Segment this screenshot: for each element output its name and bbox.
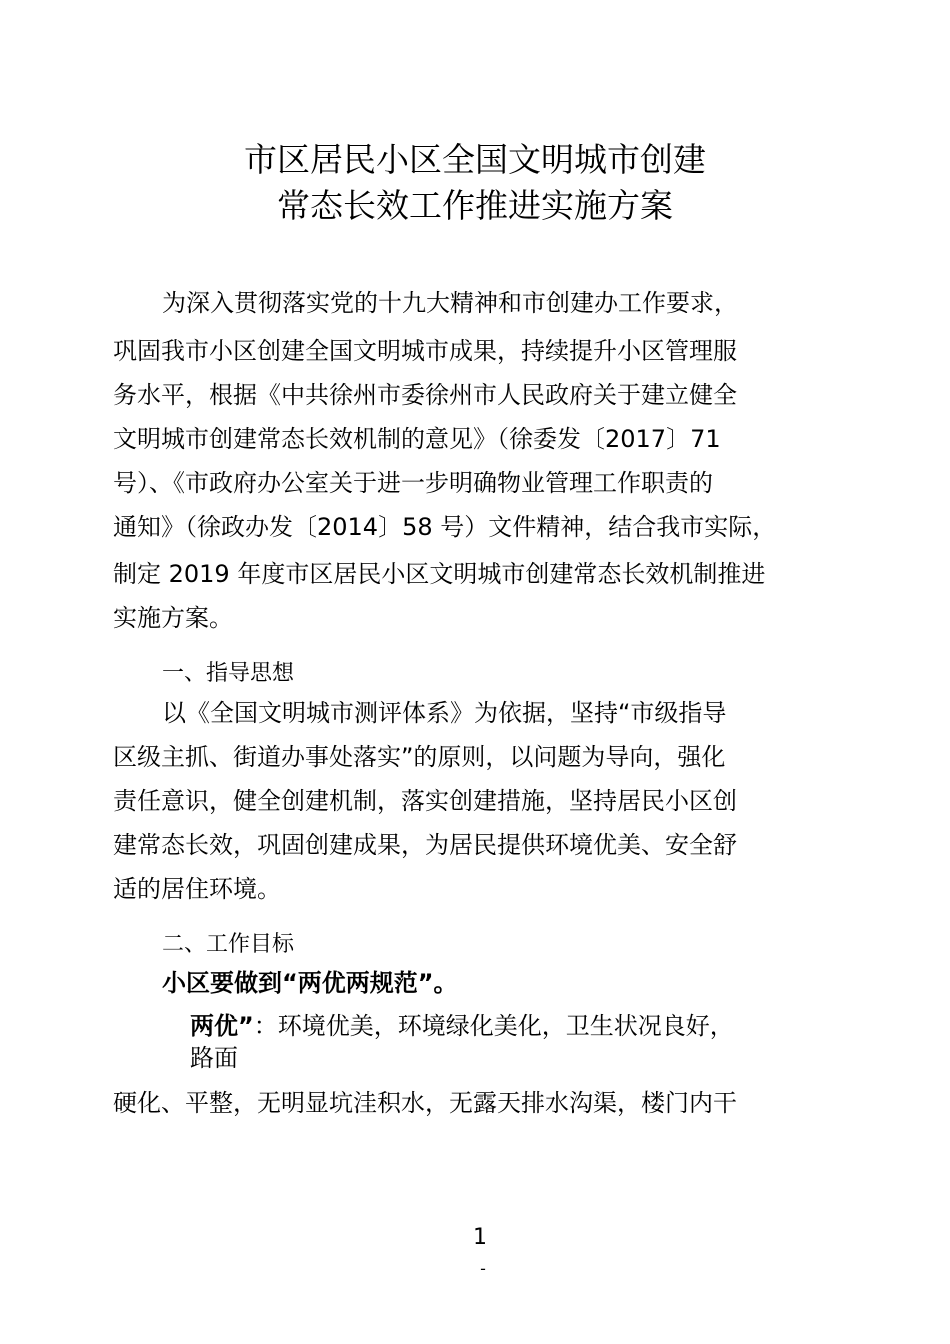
two-good-item: [190, 1010, 734, 1042]
page-number-dash: -: [480, 1259, 486, 1278]
document-title-line-2: 常态长效工作推进实施方案: [277, 186, 673, 225]
section-line: 以《全国文明城市测评体系》为依据，坚持“市级指导: [162, 699, 727, 727]
intro-line: 务水平，根据《中共徐州市委徐州市人民政府关于建立健全: [113, 381, 737, 409]
two-good-wrap: 路面: [190, 1044, 238, 1072]
intro-line: 文明城市创建常态长效机制的意见》（徐委发〔2017〕71: [113, 425, 721, 453]
section-heading: 一、指导思想: [162, 661, 295, 686]
continuation-line: 硬化、平整，无明显坑洼积水，无露天排水沟渠，楼门内干: [113, 1089, 737, 1117]
intro-line: 巩固我市小区创建全国文明城市成果，持续提升小区管理服: [113, 337, 737, 365]
two-good-text: ：环境优美，环境绿化美化，卫生状况良好，: [253, 1012, 734, 1040]
intro-line: 实施方案。: [113, 604, 233, 632]
section-line: 责任意识，健全创建机制，落实创建措施，坚持居民小区创: [113, 787, 737, 815]
section-line: 建常态长效，巩固创建成果，为居民提供环境优美、安全舒: [113, 831, 737, 859]
two-good-label: 两优”: [190, 1012, 254, 1040]
intro-line: 通知》（徐政办发〔2014〕58 号）文件精神，结合我市实际，: [113, 513, 777, 541]
page-number: 1: [473, 1225, 487, 1250]
document-title-line-1: 市区居民小区全国文明城市创建: [244, 140, 706, 179]
section-line: 区级主抓、街道办事处落实”的原则，以问题为导向，强化: [113, 743, 726, 771]
intro-line: 号）、《市政府办公室关于进一步明确物业管理工作职责的: [113, 469, 713, 497]
goal-statement: 小区要做到“两优两规范”。: [162, 969, 458, 997]
intro-line: 为深入贯彻落实党的十九大精神和市创建办工作要求，: [162, 289, 738, 317]
section-line: 适的居住环境。: [113, 875, 281, 903]
intro-line: 制定 2019 年度市区居民小区文明城市创建常态长效机制推进: [113, 560, 766, 588]
section-heading: 二、工作目标: [162, 932, 295, 957]
